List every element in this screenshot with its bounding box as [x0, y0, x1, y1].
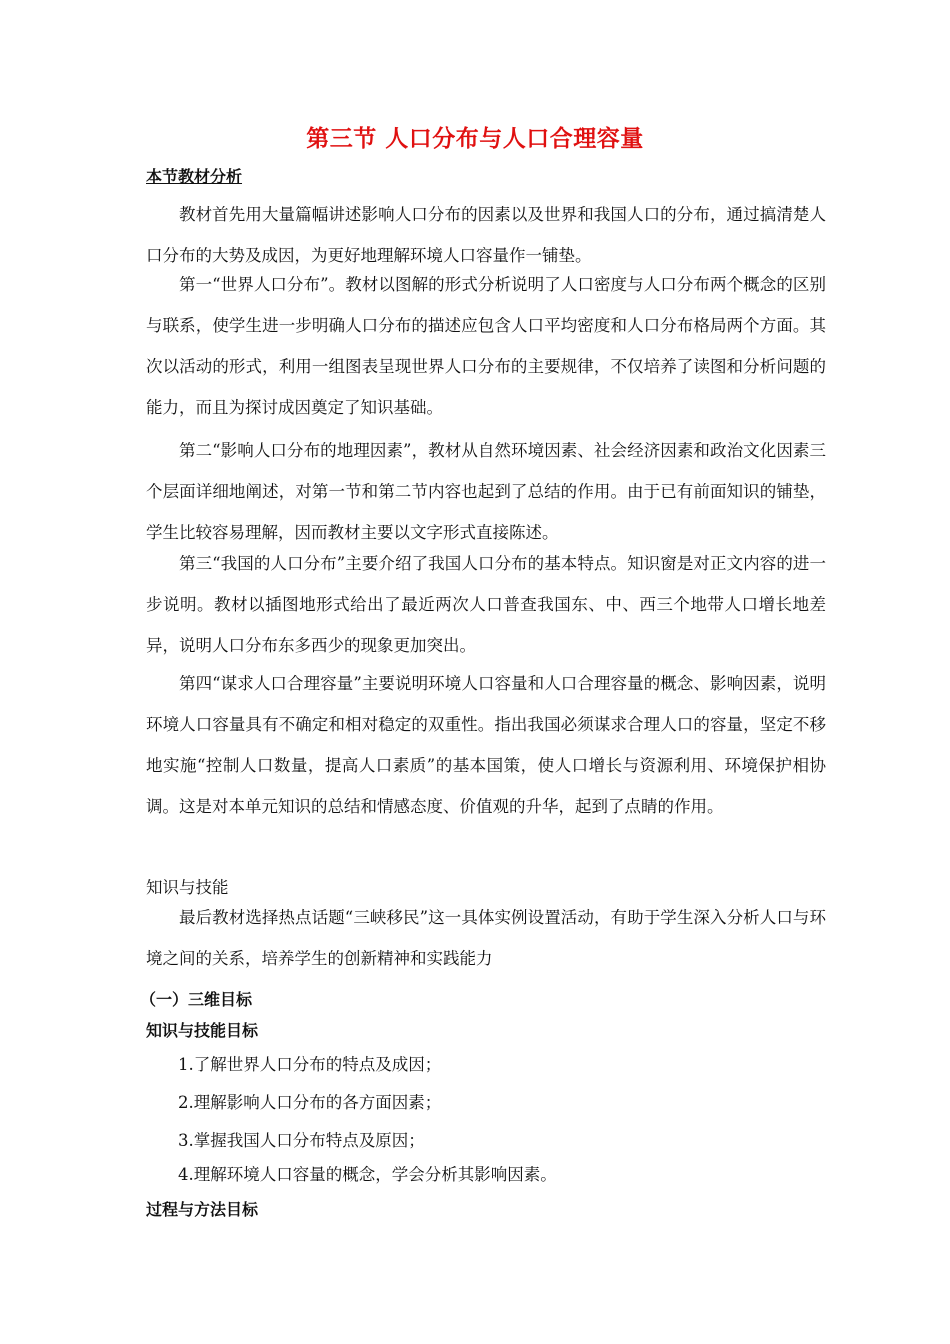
objective-item: 2.理解影响人口分布的各方面因素； — [178, 1093, 442, 1112]
knowledge-objectives-heading: 知识与技能目标 — [146, 1021, 259, 1040]
process-objectives-heading: 过程与方法目标 — [146, 1200, 259, 1219]
knowledge-label: 知识与技能 — [146, 878, 229, 897]
paragraph-world-distribution: 第一“世界人口分布”。教材以图解的形式分析说明了人口密度与人口分布两个概念的区别与联系，使学生进一步明确人口分布的描述应包含人口平均密度和人口分布格局两个方面。其次以活动的形式，利用一组图表呈现世界人口分布的主要规律，不仅培养了读图和分析问题的能力，而且为探讨成因奠定了知识基础。 — [146, 275, 826, 417]
objectives-heading: （一）三维目标 — [140, 990, 253, 1009]
paragraph-last: 最后教材选择热点话题“三峡移民”这一具体实例设置活动，有助于学生深入分析人口与环境之间的关系，培养学生的创新精神和实践能力 — [146, 908, 826, 968]
paragraph-capacity: 第四“谋求人口合理容量”主要说明环境人口容量和人口合理容量的概念、影响因素，说明环境人口容量具有不确定和相对稳定的双重性。指出我国必须谋求合理人口的容量，坚定不移地实施“控制人口数量，提高人口素质”的基本国策，使人口增长与资源利用、环境保护相协调。这是对本单元知识的总结和情感态度、价值观的升华，起到了点睛的作用。 — [146, 674, 826, 816]
section-heading-analysis: 本节教材分析 — [146, 167, 243, 186]
page-title: 第三节 人口分布与人口合理容量 — [306, 126, 644, 152]
objective-item: 4.理解环境人口容量的概念，学会分析其影响因素。 — [178, 1165, 557, 1184]
paragraph-factors: 第二“影响人口分布的地理因素”，教材从自然环境因素、社会经济因素和政治文化因素三个层面详细地阐述，对第一节和第二节内容也起到了总结的作用。由于已有前面知识的铺垫，学生比较容易理解，因而教材主要以文字形式直接陈述。 — [146, 441, 826, 542]
objective-item: 1.了解世界人口分布的特点及成因； — [178, 1055, 442, 1074]
paragraph-intro: 教材首先用大量篇幅讲述影响人口分布的因素以及世界和我国人口的分布，通过搞清楚人口分布的大势及成因，为更好地理解环境人口容量作一铺垫。 — [146, 205, 826, 265]
objective-item: 3.掌握我国人口分布特点及原因； — [178, 1131, 425, 1150]
paragraph-china-distribution: 第三“我国的人口分布”主要介绍了我国人口分布的基本特点。知识窗是对正文内容的进一步说明。教材以插图地形式给出了最近两次人口普查我国东、中、西三个地带人口增长地差异，说明人口分布东多西少的现象更加突出。 — [146, 554, 826, 655]
